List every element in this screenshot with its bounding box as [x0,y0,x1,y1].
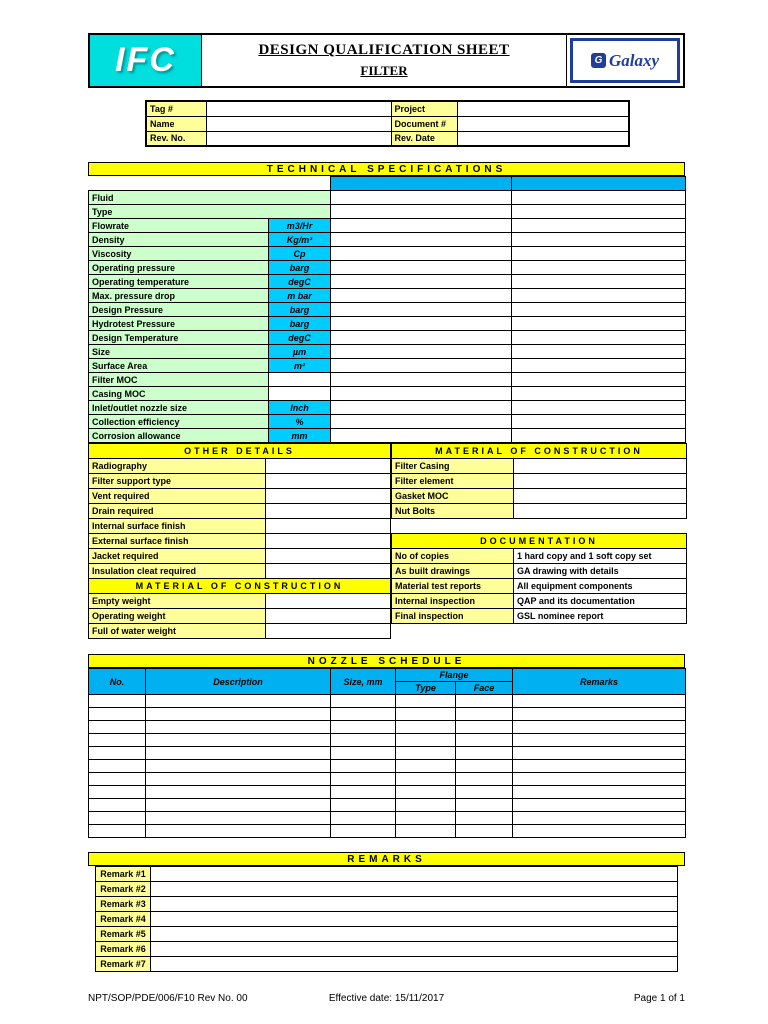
nozzle-cell[interactable] [513,747,686,760]
nozzle-cell[interactable] [456,825,513,838]
nozzle-cell[interactable] [89,747,146,760]
remark-label: Remark #4 [96,912,151,927]
remark-label: Remark #6 [96,942,151,957]
nozzle-cell[interactable] [456,812,513,825]
spec-label: Operating pressure [89,261,269,275]
rev-date-label: Rev. Date [391,131,457,146]
spec-unit: barg [269,303,331,317]
construction-label: Filter Casing [392,459,514,474]
nozzle-col-description: Description [146,669,331,695]
document-info-table [145,100,630,147]
nozzle-cell[interactable] [331,812,396,825]
remark-field[interactable] [151,942,678,957]
spec-field[interactable] [512,415,686,429]
remark-field[interactable] [151,897,678,912]
page-footer [88,993,685,1004]
nozzle-schedule-header: NOZZLE SCHEDULE [88,654,685,668]
remark-field[interactable] [151,957,678,972]
spec-field[interactable] [331,233,512,247]
weight-label: Operating weight [89,609,266,624]
nozzle-cell[interactable] [396,708,456,721]
spec-unit: m bar [269,289,331,303]
spec-field[interactable] [512,345,686,359]
nozzle-cell[interactable] [146,721,331,734]
detail-field[interactable] [266,504,391,519]
nozzle-cell[interactable] [89,773,146,786]
nozzle-cell[interactable] [146,773,331,786]
nozzle-cell[interactable] [513,721,686,734]
nozzle-row [89,695,686,708]
spec-field[interactable] [512,401,686,415]
nozzle-col-no: No. [89,669,146,695]
spec-field[interactable] [331,261,512,275]
detail-label: External surface finish [89,534,266,549]
nozzle-cell[interactable] [89,721,146,734]
nozzle-cell[interactable] [513,799,686,812]
nozzle-cell[interactable] [146,825,331,838]
remark-field[interactable] [151,912,678,927]
nozzle-header-row [89,669,686,682]
spec-unit [269,387,331,401]
nozzle-row [89,812,686,825]
project-label: Project [391,101,457,116]
footer-page-number: Page 1 of 1 [633,993,685,1004]
spec-unit: Inch [269,401,331,415]
nozzle-cell[interactable] [331,747,396,760]
doc-label: No of copies [392,549,514,564]
spec-unit: m² [269,359,331,373]
galaxy-emblem-icon: G [591,53,606,68]
nozzle-col-flange-type: Type [396,682,456,695]
nozzle-cell[interactable] [456,695,513,708]
nozzle-cell[interactable] [331,786,396,799]
details-section [88,443,685,639]
other-details-table [88,443,391,639]
weight-field[interactable] [266,594,391,609]
detail-field[interactable] [266,549,391,564]
nozzle-cell[interactable] [89,825,146,838]
nozzle-cell[interactable] [513,773,686,786]
document-number-field[interactable] [457,116,629,131]
nozzle-cell[interactable] [89,760,146,773]
name-field[interactable] [206,116,391,131]
construction-documentation-table [391,443,687,639]
spec-label: Inlet/outlet nozzle size [89,401,269,415]
spec-unit [269,373,331,387]
remark-label: Remark #3 [96,897,151,912]
nozzle-cell[interactable] [396,825,456,838]
nozzle-col-size: Size, mm [331,669,396,695]
nozzle-cell[interactable] [396,721,456,734]
nozzle-schedule-table [88,668,686,838]
remark-label: Remark #1 [96,867,151,882]
tag-field[interactable] [206,101,391,116]
nozzle-cell[interactable] [456,786,513,799]
design-qualification-sheet [88,33,685,972]
material-of-construction-left-header: MATERIAL OF CONSTRUCTION [89,579,391,594]
title-block [202,35,567,86]
nozzle-cell[interactable] [146,760,331,773]
doc-value: GSL nominee report [514,609,687,624]
spec-label: Operating temperature [89,275,269,289]
nozzle-cell[interactable] [146,812,331,825]
spec-field[interactable] [512,429,686,443]
spec-field[interactable] [331,303,512,317]
spec-label: Type [89,205,331,219]
nozzle-col-flange: Flange [396,669,513,682]
nozzle-row [89,734,686,747]
nozzle-row [89,747,686,760]
spec-label: Design Temperature [89,331,269,345]
name-label: Name [146,116,206,131]
rev-no-label: Rev. No. [146,131,206,146]
construction-field[interactable] [514,474,687,489]
nozzle-cell[interactable] [396,799,456,812]
rev-date-field[interactable] [457,131,629,146]
nozzle-cell[interactable] [331,734,396,747]
nozzle-cell[interactable] [513,734,686,747]
nozzle-col-flange-face: Face [456,682,513,695]
spec-field[interactable] [331,401,512,415]
spec-label: Size [89,345,269,359]
ifc-logo [90,35,202,86]
galaxy-brand-text: Galaxy [608,50,660,70]
spec-field[interactable] [512,233,686,247]
nozzle-cell[interactable] [331,825,396,838]
nozzle-cell[interactable] [456,799,513,812]
material-of-construction-header: MATERIAL OF CONSTRUCTION [392,444,687,459]
construction-field[interactable] [514,459,687,474]
spec-unit: Kg/m³ [269,233,331,247]
galaxy-logo [567,35,683,86]
rev-no-field[interactable] [206,131,391,146]
remark-label: Remark #5 [96,927,151,942]
detail-label: Insulation cleat required [89,564,266,579]
spec-label: Filter MOC [89,373,269,387]
detail-label: Filter support type [89,474,266,489]
nozzle-cell[interactable] [89,786,146,799]
spec-field[interactable] [512,359,686,373]
detail-field[interactable] [266,459,391,474]
spec-field[interactable] [331,317,512,331]
info-row [146,116,629,131]
nozzle-cell[interactable] [396,773,456,786]
spec-field[interactable] [331,359,512,373]
nozzle-cell[interactable] [513,786,686,799]
spec-field[interactable] [331,415,512,429]
nozzle-cell[interactable] [89,812,146,825]
spec-label: Hydrotest Pressure [89,317,269,331]
construction-field[interactable] [514,489,687,504]
remark-field[interactable] [151,867,678,882]
spec-field[interactable] [331,345,512,359]
remark-label: Remark #2 [96,882,151,897]
doc-label: Final inspection [392,609,514,624]
spec-column-1-header [331,177,512,191]
nozzle-row [89,773,686,786]
spec-label: Density [89,233,269,247]
spec-label: Casing MOC [89,387,269,401]
info-row [146,131,629,146]
nozzle-cell[interactable] [396,786,456,799]
other-details-header: OTHER DETAILS [89,444,391,459]
spec-field[interactable] [331,289,512,303]
spec-label: Collection efficiency [89,415,269,429]
spec-field[interactable] [512,205,686,219]
spec-unit: Cp [269,247,331,261]
spec-field[interactable] [512,387,686,401]
spec-label: Max. pressure drop [89,289,269,303]
nozzle-cell[interactable] [513,812,686,825]
nozzle-cell[interactable] [396,760,456,773]
spec-field[interactable] [331,373,512,387]
spec-unit: degC [269,275,331,289]
nozzle-cell[interactable] [513,760,686,773]
detail-label: Drain required [89,504,266,519]
page-subtitle: FILTER [360,62,408,78]
nozzle-cell[interactable] [396,734,456,747]
remark-field[interactable] [151,882,678,897]
nozzle-cell[interactable] [146,799,331,812]
spec-unit: mm [269,429,331,443]
nozzle-cell[interactable] [331,773,396,786]
nozzle-cell[interactable] [513,825,686,838]
spacer-row [392,624,687,639]
nozzle-cell[interactable] [146,708,331,721]
spec-column-2-header [512,177,686,191]
nozzle-cell[interactable] [456,760,513,773]
nozzle-cell[interactable] [456,734,513,747]
spec-field[interactable] [331,219,512,233]
spec-field[interactable] [331,275,512,289]
weight-field[interactable] [266,624,391,639]
nozzle-cell[interactable] [331,799,396,812]
weight-label: Full of water weight [89,624,266,639]
spec-field[interactable] [331,387,512,401]
spec-field[interactable] [512,261,686,275]
technical-specifications-header: TECHNICAL SPECIFICATIONS [88,162,685,176]
spec-field[interactable] [331,205,512,219]
spec-unit: µm [269,345,331,359]
remarks-table [95,866,678,972]
nozzle-cell[interactable] [513,708,686,721]
nozzle-cell[interactable] [146,786,331,799]
spec-unit: barg [269,261,331,275]
spec-unit: m3/Hr [269,219,331,233]
nozzle-row [89,825,686,838]
spec-field[interactable] [512,275,686,289]
galaxy-logo-box [570,38,680,83]
construction-label: Nut Bolts [392,504,514,519]
detail-label: Vent required [89,489,266,504]
remark-label: Remark #7 [96,957,151,972]
nozzle-cell[interactable] [456,708,513,721]
spec-field[interactable] [331,331,512,345]
nozzle-cell[interactable] [456,773,513,786]
nozzle-row [89,799,686,812]
nozzle-row [89,708,686,721]
doc-label: As built drawings [392,564,514,579]
spec-unit: barg [269,317,331,331]
nozzle-cell[interactable] [146,695,331,708]
nozzle-row [89,760,686,773]
nozzle-cell[interactable] [89,734,146,747]
nozzle-row [89,786,686,799]
nozzle-cell[interactable] [89,708,146,721]
spec-header-spacer [89,177,331,191]
form-header [88,33,685,88]
project-field[interactable] [457,101,629,116]
nozzle-cell[interactable] [331,708,396,721]
detail-label: Radiography [89,459,266,474]
nozzle-cell[interactable] [396,812,456,825]
spec-field[interactable] [512,219,686,233]
construction-field[interactable] [514,504,687,519]
spec-field[interactable] [331,247,512,261]
info-row [146,101,629,116]
remarks-header: REMARKS [88,852,685,866]
footer-doc-number: NPT/SOP/PDE/006/F10 Rev No. 00 [88,993,248,1004]
spacer-row [392,519,687,534]
spec-label: Surface Area [89,359,269,373]
technical-specifications-table [88,176,686,443]
doc-label: Internal inspection [392,594,514,609]
nozzle-cell[interactable] [331,695,396,708]
spec-field[interactable] [512,289,686,303]
construction-label: Filter element [392,474,514,489]
nozzle-cell[interactable] [89,799,146,812]
spec-label: Fluid [89,191,331,205]
spec-unit: degC [269,331,331,345]
nozzle-cell[interactable] [89,695,146,708]
spec-field[interactable] [512,317,686,331]
spec-label: Flowrate [89,219,269,233]
detail-field[interactable] [266,534,391,549]
spec-field[interactable] [512,247,686,261]
detail-label: Jacket required [89,549,266,564]
detail-label: Internal surface finish [89,519,266,534]
nozzle-cell[interactable] [396,747,456,760]
doc-label: Material test reports [392,579,514,594]
detail-field[interactable] [266,489,391,504]
construction-label: Gasket MOC [392,489,514,504]
nozzle-cell[interactable] [331,721,396,734]
tag-label: Tag # [146,101,206,116]
footer-effective-date: Effective date: 15/11/2017 [328,993,445,1004]
weight-field[interactable] [266,609,391,624]
nozzle-cell[interactable] [146,747,331,760]
weight-label: Empty weight [89,594,266,609]
doc-value: 1 hard copy and 1 soft copy set [514,549,687,564]
document-number-label: Document # [391,116,457,131]
page-title: DESIGN QUALIFICATION SHEET [258,42,510,59]
nozzle-cell[interactable] [456,721,513,734]
spec-field[interactable] [331,191,512,205]
nozzle-row [89,721,686,734]
spec-field[interactable] [512,331,686,345]
doc-value: GA drawing with details [514,564,687,579]
spec-field[interactable] [512,191,686,205]
nozzle-cell[interactable] [456,747,513,760]
spec-field[interactable] [512,303,686,317]
detail-field[interactable] [266,564,391,579]
doc-value: QAP and its documentation [514,594,687,609]
nozzle-cell[interactable] [331,760,396,773]
spec-field[interactable] [331,429,512,443]
remark-field[interactable] [151,927,678,942]
ifc-logo-text: IFC [115,41,176,79]
spec-label: Corrosion allowance [89,429,269,443]
spec-label: Design Pressure [89,303,269,317]
spec-unit: % [269,415,331,429]
documentation-header: DOCUMENTATION [392,534,687,549]
nozzle-cell[interactable] [513,695,686,708]
nozzle-col-remarks: Remarks [513,669,686,695]
nozzle-cell[interactable] [146,734,331,747]
spec-field[interactable] [512,373,686,387]
detail-field[interactable] [266,474,391,489]
nozzle-cell[interactable] [396,695,456,708]
detail-field[interactable] [266,519,391,534]
spec-label: Viscosity [89,247,269,261]
doc-value: All equipment components [514,579,687,594]
